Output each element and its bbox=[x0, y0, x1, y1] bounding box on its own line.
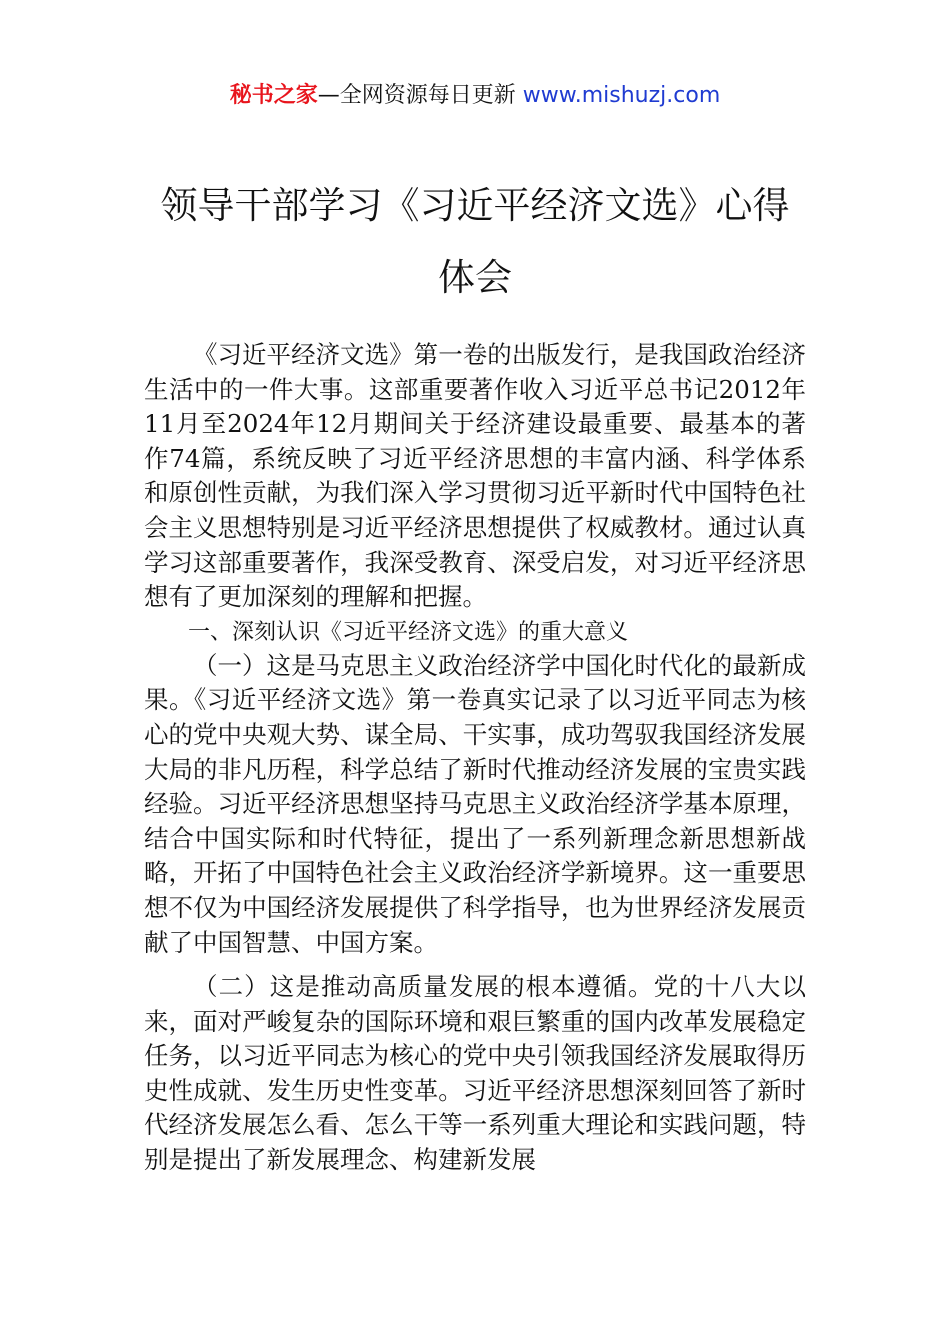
document-title: 领导干部学习《习近平经济文选》心得体会 bbox=[160, 184, 790, 299]
site-slogan: —全网资源每日更新 bbox=[317, 83, 516, 108]
site-brand: 秘书之家 bbox=[229, 83, 318, 108]
section-heading-1: 一、深刻认识《习近平经济文选》的重大意义 bbox=[188, 619, 629, 645]
document-body bbox=[144, 338, 806, 1178]
subsection-paragraph-2: （二）这是推动高质量发展的根本遵循。党的十八大以来，面对严峻复杂的国际环境和艰巨繁重的国内改革发展稳定任务，以习近平同志为核心的党中央引领我国经济发展取得历史性成就、发生历史性变革。习近平经济思想深刻回答了新时代经济发展怎么看、怎么干等一系列重大理论和实践问题，特别是提出了新发展理念、构建新发展 bbox=[144, 972, 806, 1175]
intro-paragraph: 《习近平经济文选》第一卷的出版发行，是我国政治经济生活中的一件大事。这部重要著作收入习近平总书记2012年11月至2024年12月期间关于经济建设最重要、最基本的著作74篇，系统反映了习近平经济思想的丰富内涵、科学体系和原创性贡献，为我们深入学习贯彻习近平新时代中国特色社会主义思想特别是习近平经济思想提供了权威教材。通过认真学习这部重要著作，我深受教育、深受启发，对习近平经济思想有了更加深刻的理解和把握。 bbox=[144, 340, 806, 612]
site-url-link[interactable]: www.mishuzj.com bbox=[522, 83, 721, 108]
site-header bbox=[0, 80, 950, 112]
subsection-paragraph-1: （一）这是马克思主义政治经济学中国化时代化的最新成果。《习近平经济文选》第一卷真实记录了以习近平同志为核心的党中央观大势、谋全局、干实事，成功驾驭我国经济发展大局的非凡历程，科学总结了新时代推动经济发展的宝贵实践经验。习近平经济思想坚持马克思主义政治经济学基本原理，结合中国实际和时代特征，提出了一系列新理念新思想新战略，开拓了中国特色社会主义政治经济学新境界。这一重要思想不仅为中国经济发展提供了科学指导，也为世界经济发展贡献了中国智慧、中国方案。 bbox=[144, 650, 806, 957]
